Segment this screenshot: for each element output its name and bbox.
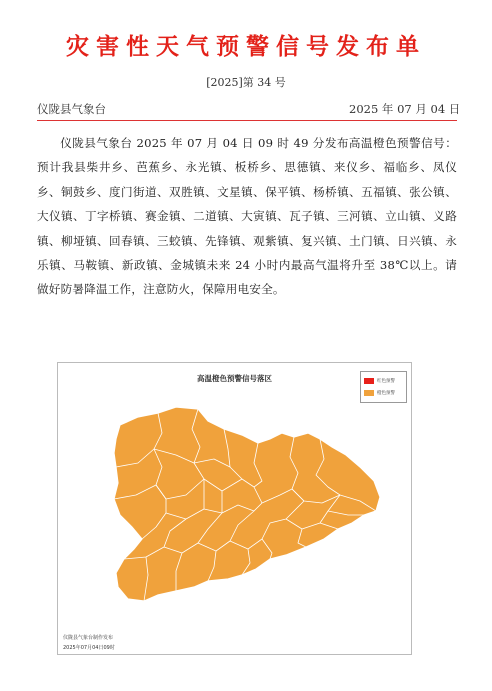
issue-date: 2025 年 07 月 04 日 (349, 102, 461, 116)
orange-swatch-icon (364, 390, 374, 396)
legend-label: 橙色预警 (377, 391, 395, 396)
map-footer-time: 2025年07月04日09时 (63, 645, 115, 651)
legend-item-orange (364, 387, 403, 399)
county-outline (114, 407, 380, 601)
map-footer-producer: 仪陇县气象台制作发布 (63, 635, 114, 641)
warning-map-panel (57, 362, 412, 655)
warning-body-text: 仪陇县气象台 2025 年 07 月 04 日 09 时 49 分发布高温橙色预警信号：预计我县柴井乡、芭蕉乡、永光镇、板桥乡、思德镇、来仪乡、福临乡、凤仪乡、铜鼓乡、度门街道、双胜镇、文星镇、保平镇、杨桥镇、五福镇、张公镇、大仪镇、丁字桥镇、赛金镇、二道镇、大寅镇、瓦子镇、三河镇、立山镇、义路镇、柳垭镇、回春镇、三蛟镇、先锋镇、观紫镇、复兴镇、土门镇、日兴镇、永乐镇、马鞍镇、新政镇、金城镇未来 24 小时内最高气温将升至 38℃以上。请做好防暑降温工作，注意防火，保障用电安全。 (37, 136, 457, 297)
red-swatch-icon (364, 378, 374, 384)
county-map (58, 363, 413, 656)
map-legend (360, 371, 407, 403)
document-title: 灾害性天气预警信号发布单 (66, 34, 426, 60)
legend-label: 红色预警 (377, 379, 395, 384)
issuer-name: 仪陇县气象台 (37, 102, 106, 116)
document-number: [2025]第 34 号 (206, 76, 286, 89)
legend-item-red (364, 375, 403, 387)
map-title: 高温橙色预警信号落区 (197, 374, 272, 383)
header-divider (37, 120, 457, 121)
